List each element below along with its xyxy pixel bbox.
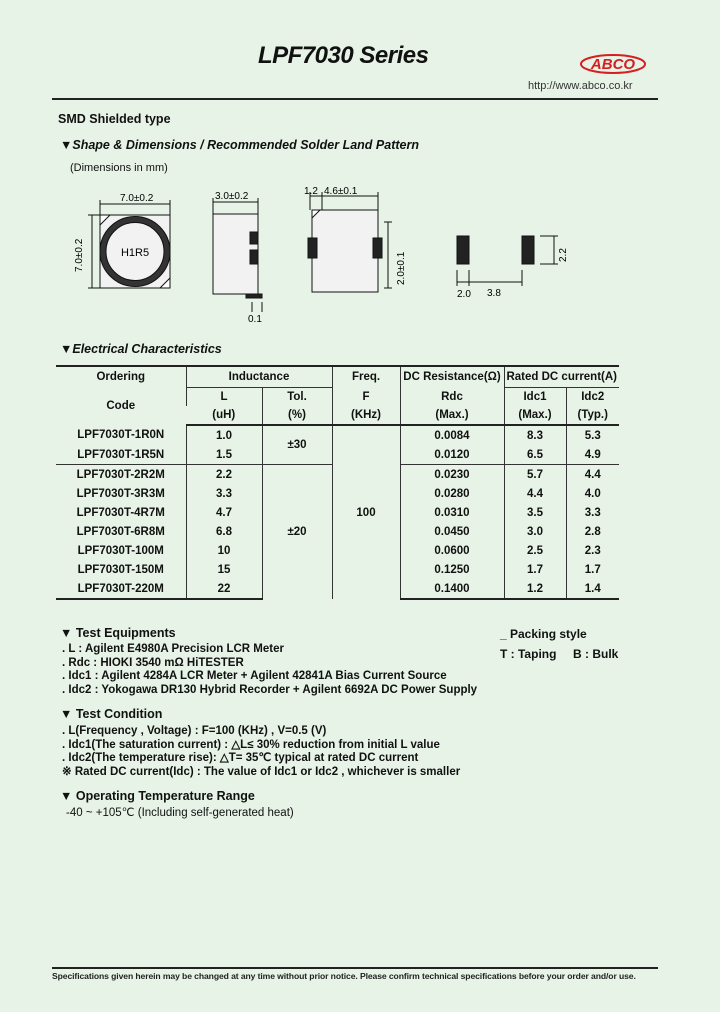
cell-rdc: 0.1400 <box>400 579 504 599</box>
shape-heading: ▼Shape & Dimensions / Recommended Solder Land Pattern <box>60 138 419 152</box>
side-view <box>213 198 262 312</box>
header-l: L <box>186 388 262 407</box>
logo-text: ABCO <box>590 56 636 73</box>
temperature-heading: ▼ Operating Temperature Range <box>60 789 255 803</box>
header-l-unit: (uH) <box>186 406 262 425</box>
cell-rdc: 0.1250 <box>400 560 504 579</box>
header-rdc-unit: (Max.) <box>400 406 504 425</box>
cell-idc1: 8.3 <box>504 425 566 445</box>
top-marking: H1R5 <box>120 247 150 259</box>
side-width-label: 3.0±0.2 <box>215 191 249 202</box>
cell-idc1: 1.7 <box>504 560 566 579</box>
footer-note: Specifications given herein may be changed at any time without prior notice. Please confirm technical specifications before your order and/or use. <box>52 971 636 981</box>
cell-code: LPF7030T-100M <box>77 544 164 557</box>
cell-l: 22 <box>186 579 262 599</box>
land-pad-label: 2.0 <box>457 289 471 300</box>
header-rated: Rated DC current(A) <box>504 366 619 388</box>
test-equipments-list <box>62 643 477 698</box>
side-bottom-label: 0.1 <box>248 314 262 325</box>
electrical-heading: ▼Electrical Characteristics <box>60 342 222 356</box>
cell-idc1: 5.7 <box>504 465 566 485</box>
cell-code: LPF7030T-220M <box>56 579 186 599</box>
test-condition-list <box>62 725 460 780</box>
header-idc2-unit: (Typ.) <box>566 406 619 425</box>
cell-idc2: 4.4 <box>566 465 619 485</box>
cell-freq: 100 <box>332 425 400 599</box>
cell-l: 3.3 <box>186 484 262 503</box>
header-dcr: DC Resistance(Ω) <box>400 366 504 388</box>
top-height-label: 7.0±0.2 <box>74 238 85 272</box>
header-freq: Freq. <box>332 366 400 388</box>
cell-idc2: 5.3 <box>566 425 619 445</box>
table-row <box>56 425 619 445</box>
header-f: F <box>332 388 400 407</box>
cell-rdc: 0.0120 <box>400 445 504 465</box>
cell-rdc: 0.0230 <box>400 465 504 485</box>
top-width-label: 7.0±0.2 <box>120 193 154 204</box>
cell-tol: ±30 <box>262 425 332 465</box>
cell-idc2: 2.3 <box>566 541 619 560</box>
cell-code: LPF7030T-1R5N <box>77 448 165 461</box>
cell-l: 10 <box>186 541 262 560</box>
packing-heading: _ Packing style <box>500 627 587 641</box>
cell-idc2: 4.0 <box>566 484 619 503</box>
header-tol: Tol. <box>262 388 332 407</box>
header-f-unit: (KHz) <box>332 406 400 425</box>
equipment-line: . L : Agilent E4980A Precision LCR Meter <box>62 643 284 655</box>
header-idc2: Idc2 <box>566 388 619 407</box>
dimension-drawing <box>60 180 660 330</box>
bottom-view <box>308 192 392 292</box>
units-note: (Dimensions in mm) <box>70 162 168 174</box>
cell-l: 4.7 <box>186 503 262 522</box>
table-header-row <box>56 388 619 407</box>
cell-l: 1.5 <box>186 445 262 465</box>
condition-line: ※ Rated DC current(Idc) : The value of Idc1 or Idc2 , whichever is smaller <box>62 766 461 779</box>
equipment-line: . Rdc : HIOKI 3540 mΩ HiTESTER <box>62 656 244 669</box>
packing-bulk: B : Bulk <box>573 647 619 661</box>
bottom-left-label: 1.2 <box>304 186 318 197</box>
header-rdc: Rdc <box>400 388 504 407</box>
condition-line: . L(Frequency , Voltage) : F=100 (KHz) , V=0.5 (V) <box>62 725 327 737</box>
cell-idc1: 2.5 <box>504 541 566 560</box>
electrical-table <box>56 365 619 600</box>
temperature-range: -40 ~ +105℃ (Including self-generated heat) <box>66 807 294 819</box>
cell-rdc: 0.0450 <box>400 522 504 541</box>
test-equipments-heading: ▼ Test Equipments <box>60 626 176 640</box>
cell-code: LPF7030T-1R0N <box>77 429 165 441</box>
header-divider <box>52 98 658 100</box>
bottom-width-label: 4.6±0.1 <box>324 186 358 197</box>
website-url: http://www.abco.co.kr <box>528 80 633 92</box>
condition-line: . Idc2(The temperature rise): △T= 35℃ typical at rated DC current <box>62 752 419 765</box>
cell-idc2: 1.4 <box>566 579 619 599</box>
cell-l: 1.0 <box>186 425 262 445</box>
cell-code: LPF7030T-2R2M <box>56 465 186 485</box>
header-idc1-unit: (Max.) <box>504 406 566 425</box>
header-tol-unit: (%) <box>262 406 332 425</box>
cell-rdc: 0.0280 <box>400 484 504 503</box>
cell-idc1: 3.5 <box>504 503 566 522</box>
packing-taping: T : Taping <box>500 647 557 661</box>
header-idc1: Idc1 <box>504 388 566 407</box>
header-code: Code <box>106 400 136 413</box>
cell-code: LPF7030T-6R8M <box>76 525 165 538</box>
cell-rdc: 0.0310 <box>400 503 504 522</box>
cell-idc2: 4.9 <box>566 445 619 465</box>
cell-idc2: 1.7 <box>566 560 619 579</box>
land-pattern <box>457 236 558 286</box>
bottom-height-label: 2.0±0.1 <box>396 251 407 285</box>
cell-code: LPF7030T-150M <box>77 563 164 576</box>
abco-logo <box>578 48 648 76</box>
cell-code: LPF7030T-4R7M <box>76 506 165 519</box>
header-inductance: Inductance <box>186 366 332 388</box>
cell-idc1: 3.0 <box>504 522 566 541</box>
table-header-row <box>56 366 619 388</box>
land-gap-label: 3.8 <box>487 288 501 299</box>
type-heading: SMD Shielded type <box>58 112 171 126</box>
top-view <box>88 200 170 288</box>
land-height-label: 2.2 <box>558 248 569 262</box>
equipment-line: . Idc1 : Agilent 4284A LCR Meter + Agilent 42841A Bias Current Source <box>62 670 447 683</box>
cell-tol: ±20 <box>262 465 332 600</box>
cell-l: 6.8 <box>186 522 262 541</box>
equipment-line: . Idc2 : Yokogawa DR130 Hybrid Recorder + Agilent 6692A DC Power Supply <box>62 684 478 697</box>
cell-idc1: 6.5 <box>504 445 566 465</box>
header-ordering: Ordering <box>56 366 186 388</box>
cell-idc1: 4.4 <box>504 484 566 503</box>
cell-rdc: 0.0084 <box>400 425 504 445</box>
cell-rdc: 0.0600 <box>400 541 504 560</box>
cell-l: 2.2 <box>186 465 262 485</box>
test-condition-heading: ▼ Test Condition <box>60 707 163 721</box>
cell-code: LPF7030T-3R3M <box>76 487 165 500</box>
cell-idc2: 2.8 <box>566 522 619 541</box>
footer-divider <box>52 967 658 969</box>
cell-l: 15 <box>186 560 262 579</box>
page-title: LPF7030 Series <box>258 42 429 69</box>
cell-idc2: 3.3 <box>566 503 619 522</box>
condition-line: . Idc1(The saturation current) : △L≤ 30% reduction from initial L value <box>62 738 440 751</box>
cell-idc1: 1.2 <box>504 579 566 599</box>
